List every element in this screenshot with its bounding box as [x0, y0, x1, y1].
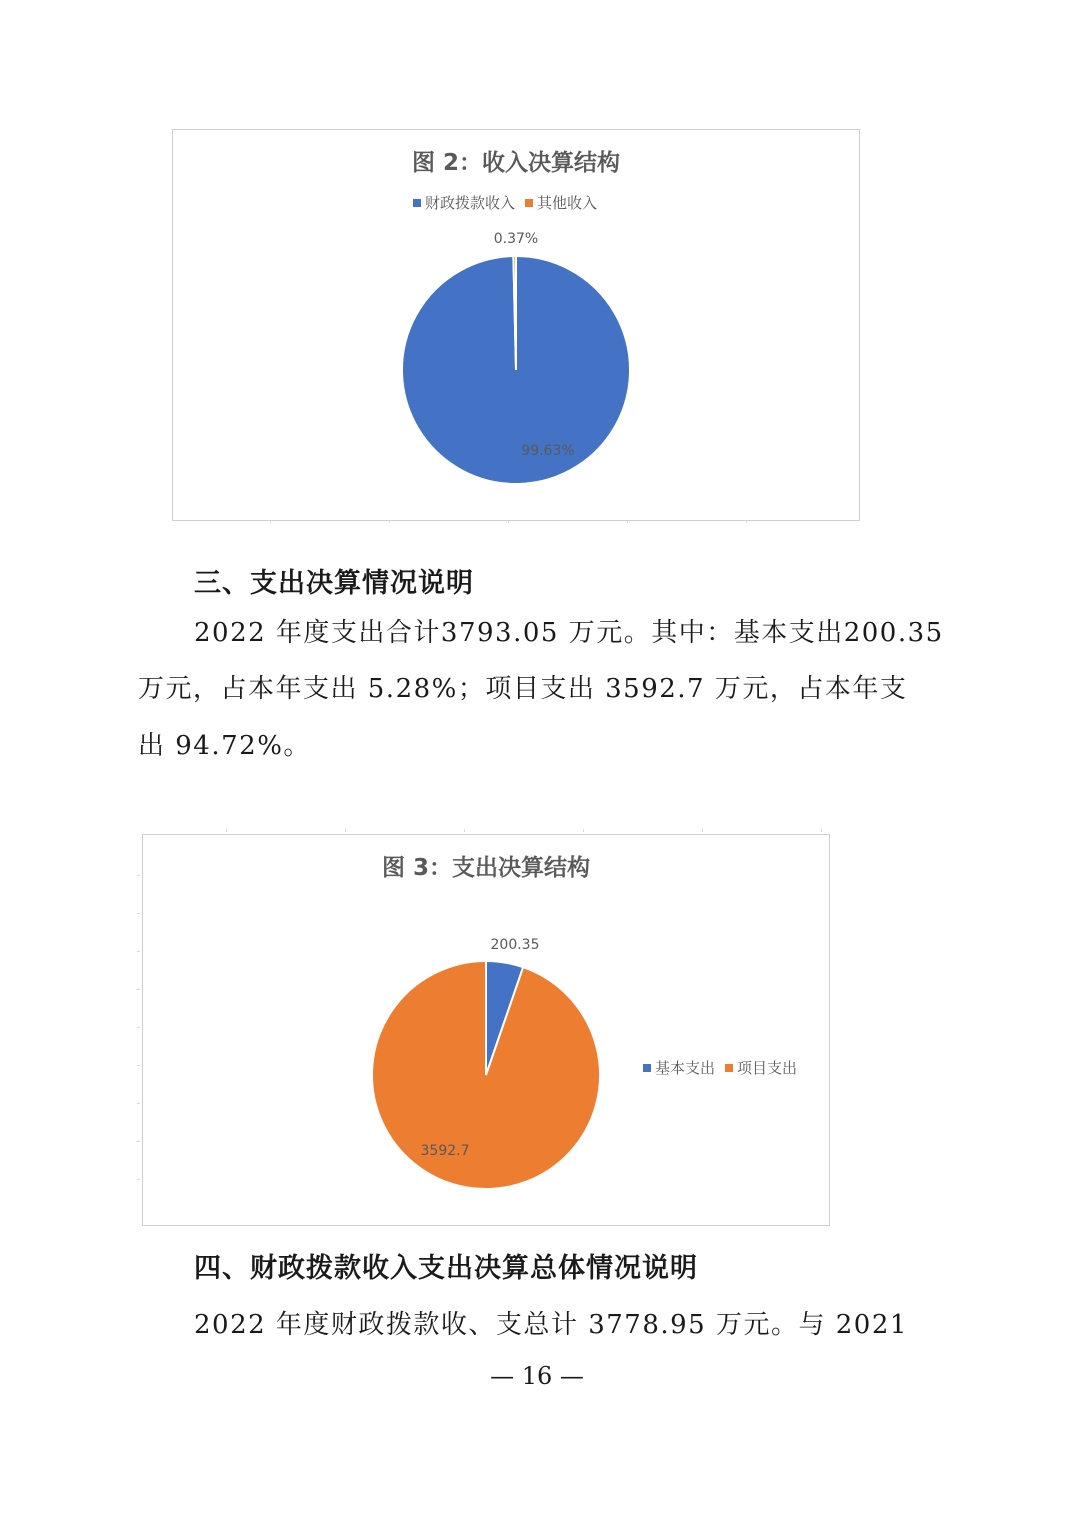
chart3-legend-item-basic [643, 1057, 715, 1078]
axis-tick [137, 875, 140, 876]
chart2-legend-label-other: 其他收入 [537, 194, 598, 212]
axis-tick [746, 520, 747, 523]
section3-heading: 三、支出决算情况说明 [194, 568, 474, 599]
section3-line-1: 2022 年度支出合计3793.05 万元。其中：基本支出200.35 [194, 618, 944, 648]
axis-tick [137, 989, 140, 990]
axis-tick [270, 520, 271, 523]
axis-tick [627, 520, 628, 523]
chart3-legend-item-project [725, 1057, 797, 1078]
axis-tick [464, 829, 465, 832]
chart3-legend [643, 1057, 807, 1078]
data-label-other-income: 0.37% [493, 231, 539, 247]
axis-tick [137, 1179, 140, 1180]
chart3-legend-swatch-project [725, 1064, 733, 1072]
section3-line-3: 出 94.72%。 [138, 731, 311, 761]
chart3-legend-swatch-basic [643, 1064, 651, 1072]
axis-tick [137, 913, 140, 914]
axis-tick [508, 520, 509, 523]
axis-tick [137, 1027, 140, 1028]
axis-tick [137, 1141, 140, 1142]
axis-tick [137, 1065, 140, 1066]
data-label-basic-expenditure: 200.35 [490, 937, 540, 953]
axis-tick [137, 951, 140, 952]
axis-tick [583, 829, 584, 832]
axis-tick [137, 1103, 140, 1104]
income-structure-chart [172, 129, 860, 521]
axis-tick [702, 829, 703, 832]
data-label-project-expenditure: 3592.7 [420, 1143, 470, 1159]
expenditure-structure-chart [142, 834, 830, 1226]
axis-tick [226, 829, 227, 832]
chart2-legend-label-fiscal: 财政拨款收入 [425, 194, 516, 212]
section4-line-1: 2022 年度财政拨款收、支总计 3778.95 万元。与 2021 [194, 1310, 908, 1340]
data-label-fiscal-income: 99.63% [521, 443, 575, 459]
chart3-legend-label-basic: 基本支出 [655, 1059, 716, 1077]
axis-tick [345, 829, 346, 832]
chart2-pie [173, 130, 859, 520]
chart3-title: 图 3：支出决算结构 [381, 855, 590, 881]
axis-tick [389, 520, 390, 523]
section4-heading: 四、财政拨款收入支出决算总体情况说明 [194, 1253, 698, 1284]
chart2-title: 图 2：收入决算结构 [411, 150, 620, 176]
pie-slice-project-expenditure [372, 961, 600, 1189]
axis-tick [821, 829, 822, 832]
section3-line-2: 万元，占本年支出 5.28%；项目支出 3592.7 万元，占本年支 [138, 674, 908, 704]
page-number: — 16 — [490, 1362, 584, 1390]
chart3-pie [143, 835, 829, 1225]
chart3-legend-label-project: 项目支出 [737, 1059, 798, 1077]
